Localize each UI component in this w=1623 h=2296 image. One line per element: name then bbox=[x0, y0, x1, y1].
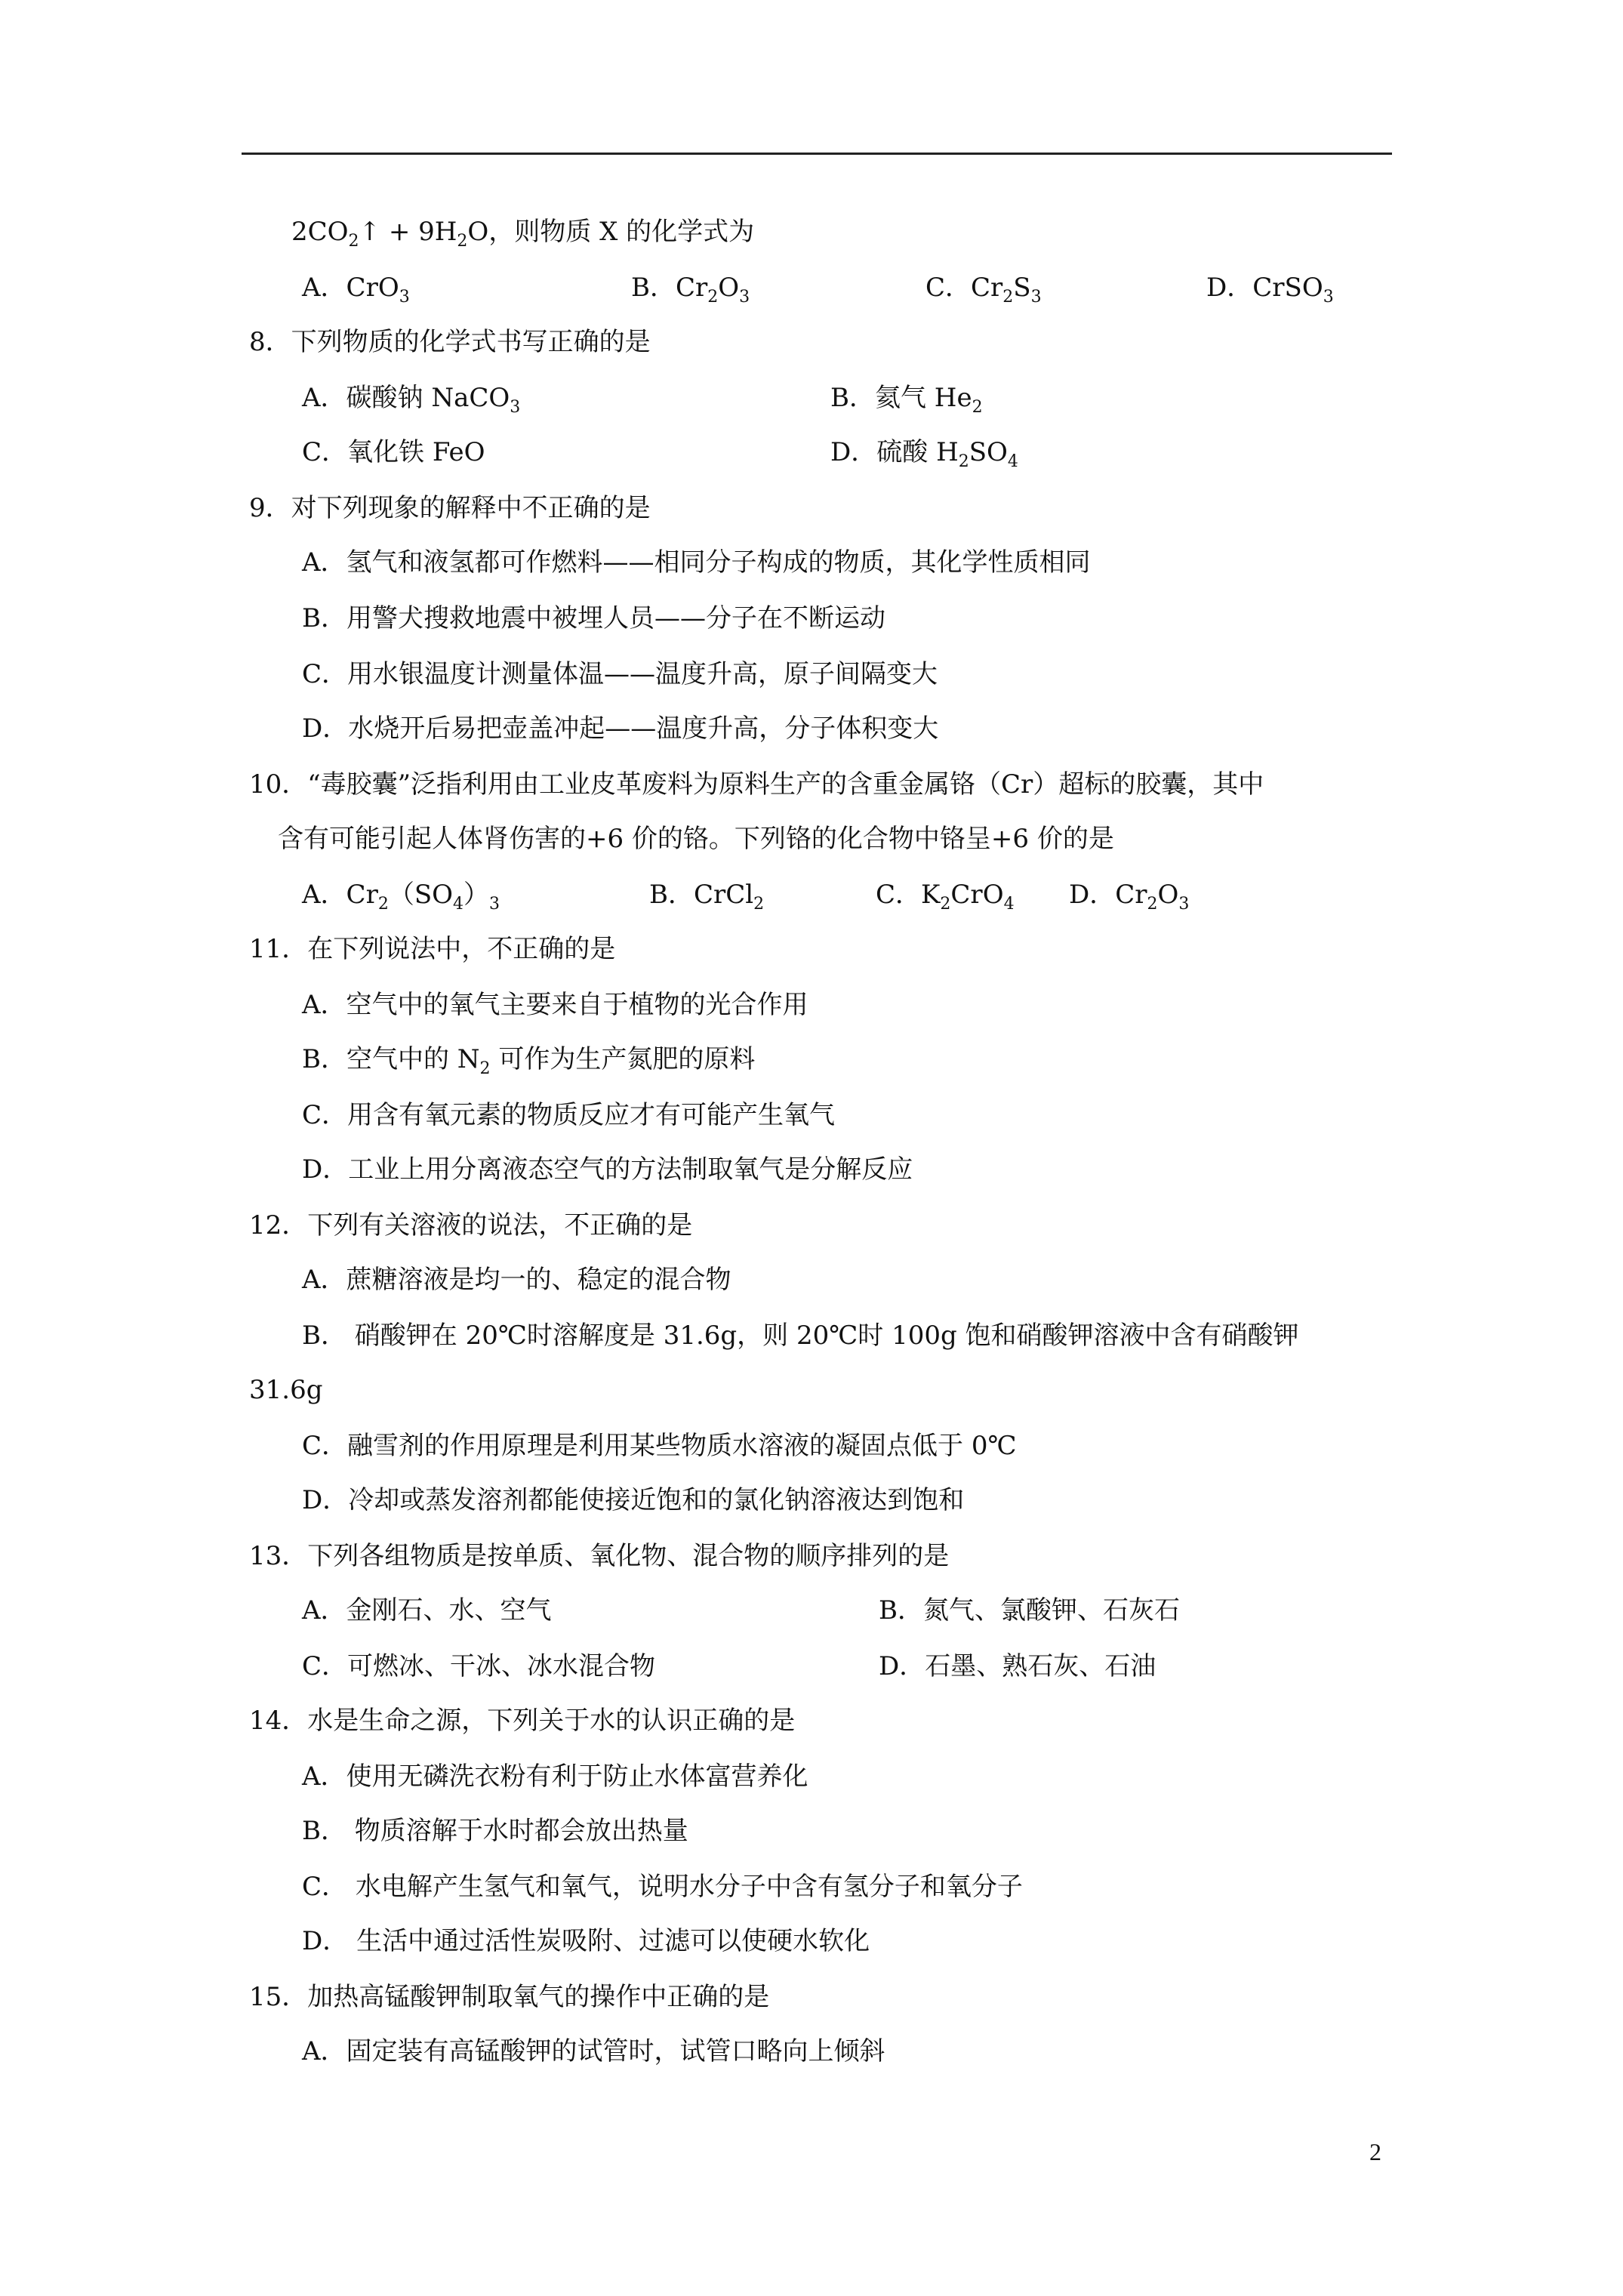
q10-stem-line2: 含有可能引起人体肾伤害的+6 价的铬。下列铬的化合物中铬呈+6 价的是 bbox=[278, 824, 1114, 854]
page-number: 2 bbox=[1369, 2138, 1381, 2165]
q10-option-d: D．$Cr_2O_3$ bbox=[1069, 880, 1190, 914]
q8-option-d: D．硫酸 $H_2SO_4$ bbox=[830, 437, 1018, 471]
q11-stem: 11．在下列说法中，不正确的是 bbox=[249, 934, 616, 964]
header-rule bbox=[242, 153, 1392, 155]
q14-option-b: B． 物质溶解于水时都会放出热量 bbox=[302, 1816, 688, 1846]
q11-option-d: D．工业上用分离液态空气的方法制取氧气是分解反应 bbox=[302, 1154, 913, 1185]
q8-option-b: B．氦气 $He_2$ bbox=[830, 383, 983, 417]
q14-stem: 14．水是生命之源，下列关于水的认识正确的是 bbox=[249, 1706, 796, 1736]
q13-option-c: C．可燃冰、干冰、冰水混合物 bbox=[302, 1651, 656, 1681]
q9-option-a: A．氢气和液氢都可作燃料——相同分子构成的物质，其化学性质相同 bbox=[302, 547, 1091, 578]
q9-stem: 9．对下列现象的解释中不正确的是 bbox=[249, 493, 651, 523]
q10-stem-line1: 10．“毒胶囊”泛指利用由工业皮革废料为原料生产的含重金属铬（Cr）超标的胶囊，其中 bbox=[249, 769, 1264, 800]
q10-option-a: A．$Cr_2(SO_4)_3$ bbox=[302, 880, 500, 914]
q10-option-c: C．$K_2CrO_4$ bbox=[876, 880, 1015, 914]
q9-option-d: D．水烧开后易把壶盖冲起——温度升高，分子体积变大 bbox=[302, 713, 939, 744]
q13-option-d: D．石墨、熟石灰、石油 bbox=[879, 1651, 1156, 1681]
q12-option-a: A．蔗糖溶液是均一的、稳定的混合物 bbox=[302, 1265, 731, 1295]
q8-option-c: C．氧化铁 FeO bbox=[302, 437, 485, 467]
q10-option-b: B．CrCl$_2$ bbox=[649, 880, 765, 914]
q9-option-c: C．用水银温度计测量体温——温度升高，原子间隔变大 bbox=[302, 659, 938, 689]
q15-option-a: A．固定装有高锰酸钾的试管时，试管口略向上倾斜 bbox=[302, 2036, 885, 2066]
q14-option-d: D． 生活中通过活性炭吸附、过滤可以使硬水软化 bbox=[302, 1926, 870, 1956]
q15-stem: 15．加热高锰酸钾制取氧气的操作中正确的是 bbox=[249, 1982, 770, 2012]
q14-option-a: A．使用无磷洗衣粉有利于防止水体富营养化 bbox=[302, 1761, 808, 1792]
q12-option-d: D．冷却或蒸发溶剂都能使接近饱和的氯化钠溶液达到饱和 bbox=[302, 1485, 965, 1515]
q13-stem: 13．下列各组物质是按单质、氧化物、混合物的顺序排列的是 bbox=[249, 1541, 950, 1571]
q7-continuation: $2CO_2↑ + 9H_2O$，则物质 X 的化学式为 bbox=[291, 217, 755, 251]
q11-option-b: B．空气中的 $N_2$ 可作为生产氮肥的原料 bbox=[302, 1044, 756, 1078]
q7-option-a: A．CrO$_3$ bbox=[302, 273, 410, 307]
q11-option-a: A．空气中的氧气主要来自于植物的光合作用 bbox=[302, 990, 808, 1020]
q13-option-b: B．氮气、氯酸钾、石灰石 bbox=[879, 1595, 1180, 1626]
q14-option-c: C． 水电解产生氢气和氧气，说明水分子中含有氢分子和氧分子 bbox=[302, 1872, 1023, 1902]
q7-option-b: B．$Cr_2O_3$ bbox=[631, 273, 750, 307]
q12-option-b-line2: 31.6g bbox=[249, 1375, 323, 1405]
q8-stem: 8．下列物质的化学式书写正确的是 bbox=[249, 327, 651, 357]
q7-option-d: D．CrSO$_3$ bbox=[1206, 273, 1334, 307]
q11-option-c: C．用含有氧元素的物质反应才有可能产生氧气 bbox=[302, 1100, 836, 1130]
q8-option-a: A．碳酸钠 NaCO$_3$ bbox=[302, 383, 521, 417]
q12-option-b-line1: B． 硝酸钾在 20℃时溶解度是 31.6g，则 20℃时 100g 饱和硝酸钾溶液中含有硝酸钾 bbox=[302, 1321, 1299, 1351]
q12-option-c: C．融雪剂的作用原理是利用某些物质水溶液的凝固点低于 0℃ bbox=[302, 1431, 1017, 1461]
q13-option-a: A．金刚石、水、空气 bbox=[302, 1595, 552, 1626]
q7-option-c: C．$Cr_2S_3$ bbox=[925, 273, 1042, 307]
q12-stem: 12．下列有关溶液的说法，不正确的是 bbox=[249, 1210, 693, 1240]
q9-option-b: B．用警犬搜救地震中被埋人员——分子在不断运动 bbox=[302, 603, 885, 633]
